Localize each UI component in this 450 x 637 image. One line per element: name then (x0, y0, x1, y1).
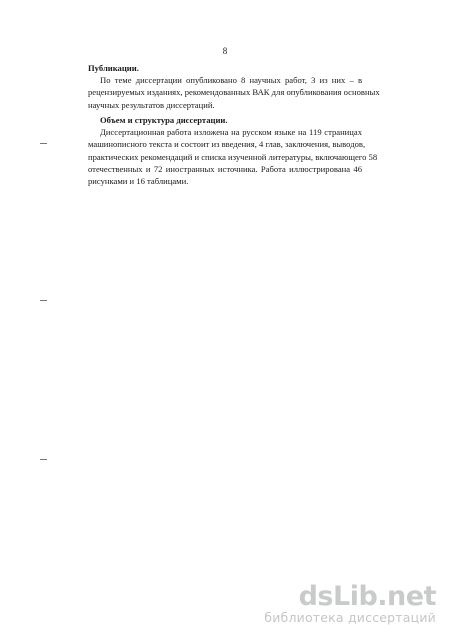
text-line: отечественных и 72 иностранных источника. Работа иллюстрирована 46 (88, 163, 362, 174)
text-line: практических рекомендаций и списка изученной литературы, включающего 58 (88, 151, 378, 162)
watermark-logo-net: .net (377, 581, 436, 612)
section-heading-structure: Объем и структура диссертации. (100, 115, 228, 125)
text-line: Диссертационная работа изложена на русском языке на 119 страницах (100, 127, 362, 138)
section-publications (88, 62, 380, 111)
watermark-logo (264, 583, 436, 611)
paragraph-publications (88, 74, 380, 111)
watermark-subtitle: библиотека диссертаций (264, 610, 436, 625)
section-structure (88, 114, 378, 187)
paragraph-structure (88, 126, 378, 187)
watermark-logo-lib: Lib (333, 581, 378, 612)
text-line: рецензируемых изданиях, рекомендованных ВАК для опубликования основных (88, 87, 380, 98)
text-line: По теме диссертации опубликовано 8 научных работ, 3 из них – в (100, 75, 362, 86)
section-heading-publications: Публикации. (88, 63, 139, 73)
margin-mark (40, 143, 47, 144)
margin-mark (40, 300, 47, 301)
page-number: 8 (222, 46, 228, 56)
watermark-logo-ds: ds (298, 581, 333, 612)
margin-mark (40, 459, 47, 460)
dslib-watermark (264, 583, 436, 625)
text-line: машинописного текста и состоит из введения, 4 глав, заключения, выводов, (88, 139, 366, 150)
text-line: рисунками и 16 таблицами. (88, 176, 189, 187)
text-line: научных результатов диссертаций. (88, 99, 215, 110)
